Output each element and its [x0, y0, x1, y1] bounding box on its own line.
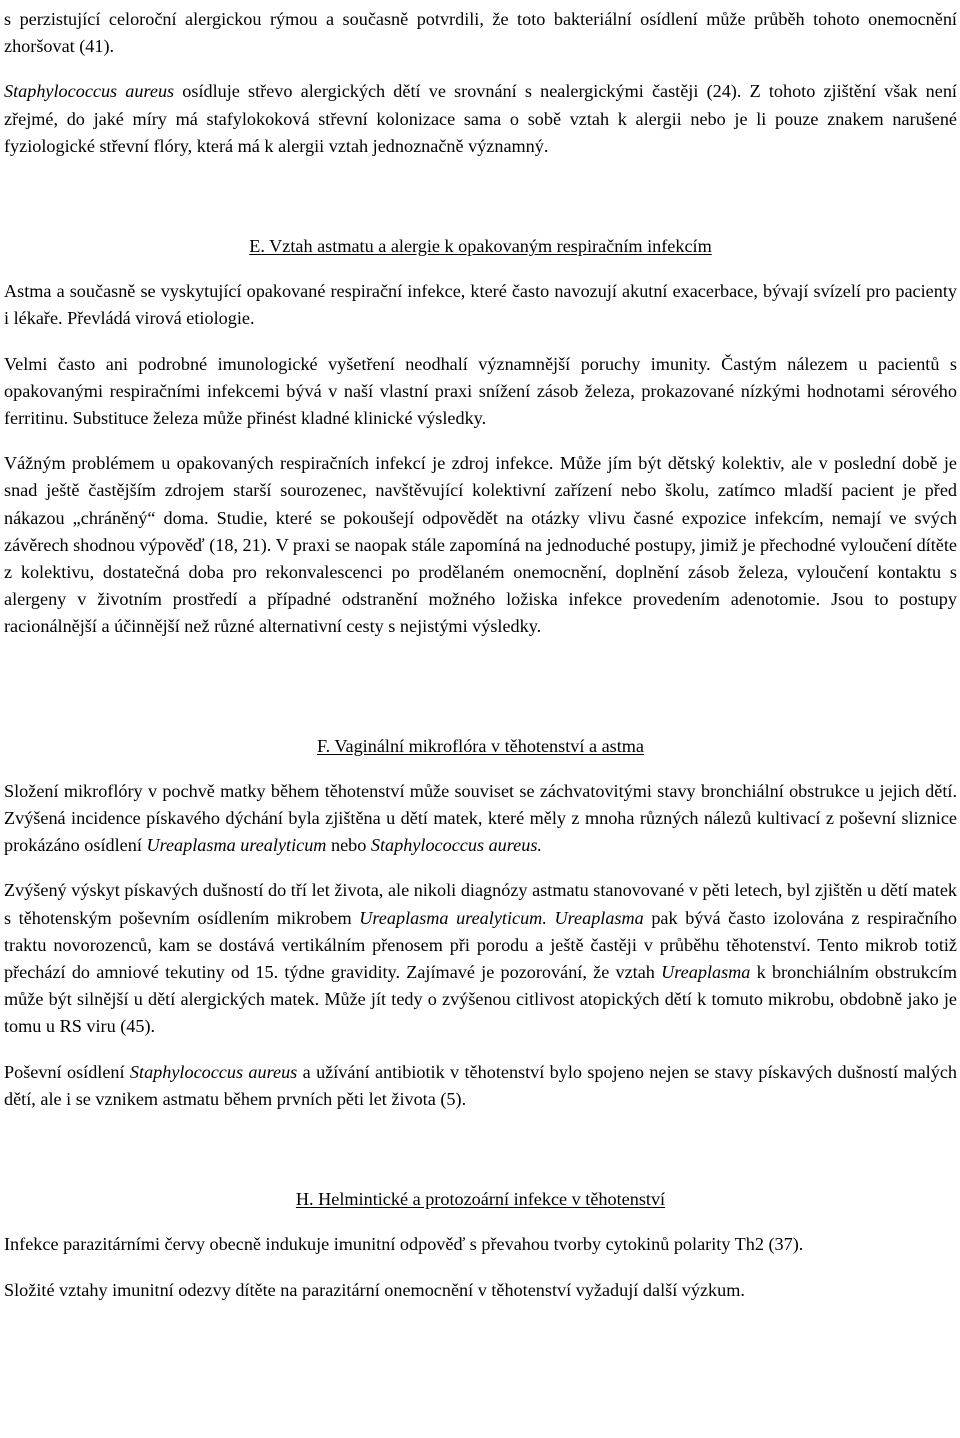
paragraph-vaginal-microflora	[4, 778, 957, 860]
section-heading-f: F. Vaginální mikroflóra v těhotenství a astma	[316, 735, 645, 756]
species-name: Ureaplasma urealyticum	[146, 835, 327, 856]
paragraph-text: Složení mikroflóry v pochvě matky během těhotenství může souviset se záchvatovitými stavy bronchiální obstrukce u jejich dětí. Zvýšená incidence pískavého dýchání byla zjištěna u dětí matek, které měly z mnoha různých nálezů kultivací z poševní sliznice prokázáno osídlení	[4, 780, 957, 856]
paragraph-immunology: Velmi často ani podrobné imunologické vyšetření neodhalí významnější poruchy imunity. Častým nálezem u pacientů s opakovanými respiračními infekcemi bývá v naší vlastní praxi snížení zásob železa, prokazované nízkými hodnotami sérového ferritinu. Substituce železa může přinést kladné klinické výsledky.	[4, 353, 957, 429]
paragraph-ureaplasma	[4, 877, 957, 1040]
paragraph-text: k bronchiálním obstrukcím může být silnější u dětí alergických matek. Může jít tedy o zvýšenou citlivost atopických dětí k tomuto mikrobu, obdobně jako je tomu u RS viru (45).	[4, 962, 958, 1037]
paragraph-text: nebo	[326, 835, 371, 856]
paragraph-text: pak bývá často izolována z respiračního traktu novorozenců, kam se dostává vertikálním přenosem při porodu a ještě častěji v průběhu těhotenství. Tento mikrob totiž přechází do amniové tekutiny od 15. týdne gravidity. Zajímavé je pozorování, že vztah	[4, 907, 957, 983]
paragraph-text: Poševní osídlení	[4, 1061, 130, 1082]
paragraph-text: a užívání antibiotik v těhotenství bylo spojeno nejen se stavy pískavých dušností malých dětí, ale i se vznikem astmatu během prvních pěti let života (5).	[4, 1061, 957, 1109]
species-name: Staphylococcus aureus	[129, 1061, 298, 1082]
species-name: Staphylococcus aureus	[4, 81, 175, 102]
section-heading-h: H. Helmintické a protozoární infekce v těhotenství	[295, 1189, 666, 1210]
paragraph-intro-continuation: s perzistující celoroční alergickou rýmou a současně potvrdili, že toto bakteriální osídlení může průběh tohoto onemocnění zhoršovat (41).	[4, 9, 957, 57]
section-heading-e: E. Vztah astmatu a alergie k opakovaným respiračním infekcím	[249, 236, 712, 257]
species-name: Staphylococcus aureus.	[370, 835, 542, 856]
paragraph-text: Zvýšený výskyt pískavých dušností do tří let života, ale nikoli diagnózy astmatu stanovované v pěti letech, byl zjištěn u dětí matek s těhotenským poševním osídlením mikrobem	[4, 880, 957, 928]
paragraph-asthma-infections: Astma a současně se vyskytující opakované respirační infekce, které často navozují akutní exacerbace, bývají svízelí pro pacienty i lékaře. Převládá virová etiologie.	[4, 281, 957, 329]
paragraph-antibiotics	[4, 1059, 957, 1113]
paragraph-infection-source: Vážným problémem u opakovaných respiračních infekcí je zdroj infekce. Může jím být dětský kolektiv, ale v poslední době je snad ještě častějším zdrojem starší sourozenec, navštěvující kolektivní zařízení nebo školu, zatímco mladší pacient je před nákazou „chráněný“ doma. Studie, které se pokoušejí odpovědět na otázky vlivu časné expozice infekcím, nemají ve svých závěrech shodnou výpověď (18, 21). V praxi se naopak stále zapomíná na jednoduché postupy, jimiž je přechodné vyloučení dítěte z kolektivu, dostatečná doba pro rekonvalescenci po prodělaném onemocnění, doplnění zásob železa, vyloučení kontaktu s alergeny v životním prostředí a případné odstranění možného ložiska infekce provedením adenotomie. Jsou to postupy racionálnější a účinnější než různé alternativní cesty s nejistými výsledky.	[4, 453, 957, 637]
species-name: Ureaplasma	[661, 962, 751, 983]
paragraph-text: osídluje střevo alergických dětí ve srovnání s nealergickými častěji (24). Z tohoto zjištění však není zřejmé, do jaké míry má stafylokoková střevní kolonizace sama o sobě vztah k alergii nebo je li pouze znakem narušené fyziologické střevní flóry, která má k alergii vztah jednoznačně významný.	[4, 81, 957, 156]
paragraph-staphylococcus-gut	[4, 78, 957, 160]
paragraph-helminth: Infekce parazitárními červy obecně indukuje imunitní odpověď s převahou tvorby cytokinů polarity Th2 (37).	[4, 1234, 804, 1255]
species-name: Ureaplasma urealyticum.	[359, 907, 547, 928]
paragraph-research: Složité vztahy imunitní odezvy dítěte na parazitární onemocnění v těhotenství vyžadují další výzkum.	[4, 1279, 745, 1300]
species-name: Ureaplasma	[554, 907, 644, 928]
